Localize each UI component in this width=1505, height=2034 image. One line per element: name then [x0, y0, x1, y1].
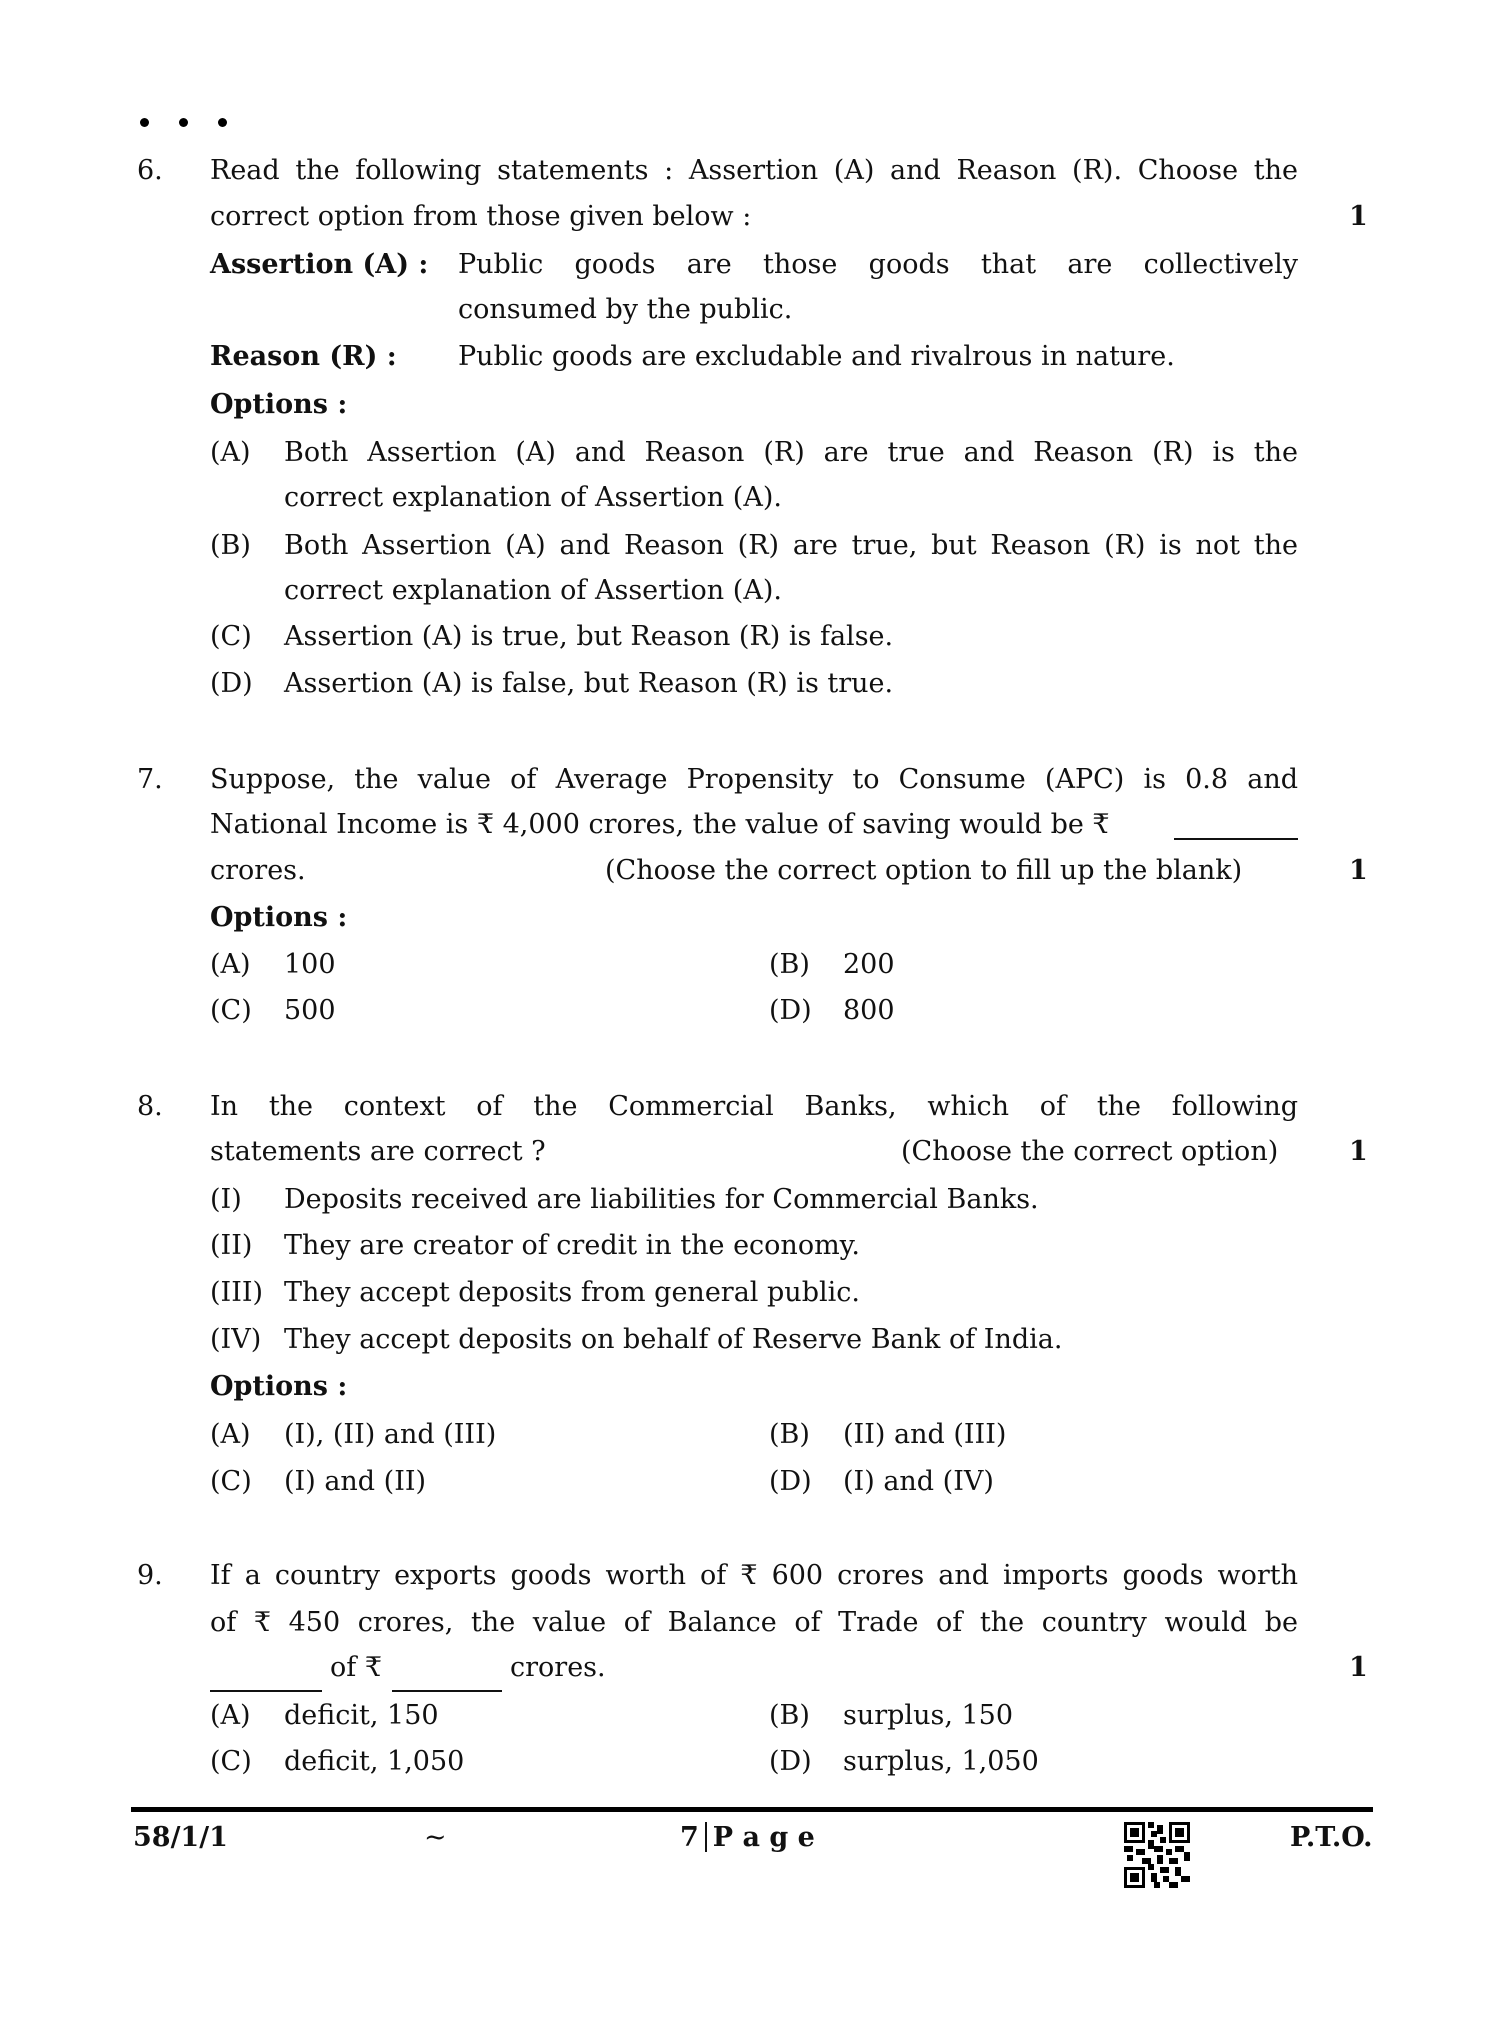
continuation-dots [140, 112, 257, 131]
question-text: Suppose, the value of Average Propensity to Consume (APC) is 0.8 and [210, 764, 1298, 795]
option-text: deficit, 150 [284, 1700, 439, 1731]
qr-code-icon [1124, 1822, 1190, 1888]
statement-label: (II) [210, 1230, 253, 1261]
option-text: deficit, 1,050 [284, 1746, 465, 1777]
question-text: In the context of the Commercial Banks, which of the following [210, 1091, 1298, 1122]
pto-label: P.T.O. [1290, 1822, 1373, 1853]
question-text: National Income is ₹ 4,000 crores, the value of saving would be ₹ [210, 809, 1110, 840]
assertion-text: consumed by the public. [458, 294, 793, 325]
option-text: (I), (II) and (III) [284, 1419, 497, 1450]
marks: 1 [1349, 855, 1368, 886]
instruction: (Choose the correct option to fill up the blank) [605, 855, 1243, 886]
dot-icon [218, 118, 227, 127]
marks: 1 [1349, 1652, 1368, 1683]
instruction: (Choose the correct option) [901, 1136, 1279, 1167]
statement-label: (IV) [210, 1324, 262, 1355]
option-label: (A) [210, 949, 251, 980]
assertion-label: Assertion (A) : [210, 249, 429, 280]
question-number: 7. [137, 764, 163, 795]
option-label: (A) [210, 437, 251, 468]
marks: 1 [1349, 201, 1368, 232]
question-text: of ₹ [330, 1652, 383, 1683]
option-text: surplus, 150 [843, 1700, 1014, 1731]
reason-text: Public goods are excludable and rivalrous in nature. [458, 341, 1175, 372]
option-label: (D) [769, 1746, 812, 1777]
answer-blank [392, 1668, 502, 1692]
statement-text: They accept deposits from general public. [284, 1277, 860, 1308]
option-label: (C) [210, 1746, 252, 1777]
question-number: 8. [137, 1091, 163, 1122]
statement-label: (I) [210, 1184, 242, 1215]
option-text: 500 [284, 995, 336, 1026]
option-label: (A) [210, 1419, 251, 1450]
option-text: 100 [284, 949, 336, 980]
statement-text: They are creator of credit in the economy. [284, 1230, 860, 1261]
marks: 1 [1349, 1136, 1368, 1167]
options-heading: Options : [210, 902, 348, 933]
option-label: (D) [769, 995, 812, 1026]
question-text: correct option from those given below : [210, 201, 752, 232]
question-number: 6. [137, 155, 163, 186]
option-label: (B) [769, 949, 810, 980]
tilde-mark: ~ [424, 1822, 447, 1853]
question-text: statements are correct ? [210, 1136, 546, 1167]
option-text: correct explanation of Assertion (A). [284, 575, 782, 606]
question-text: If a country exports goods worth of ₹ 600 crores and imports goods worth [210, 1560, 1298, 1591]
assertion-text: Public goods are those goods that are collectively [458, 249, 1298, 280]
answer-blank [210, 1668, 322, 1692]
option-text: (I) and (II) [284, 1466, 427, 1497]
option-text: surplus, 1,050 [843, 1746, 1039, 1777]
option-text: Assertion (A) is true, but Reason (R) is false. [284, 621, 894, 652]
option-text: Both Assertion (A) and Reason (R) are true, but Reason (R) is not the [284, 530, 1298, 561]
option-text: Assertion (A) is false, but Reason (R) is true. [284, 668, 894, 699]
question-text: of ₹ 450 crores, the value of Balance of Trade of the country would be [210, 1607, 1298, 1638]
option-text: 800 [843, 995, 895, 1026]
answer-blank [1174, 816, 1298, 840]
options-heading: Options : [210, 389, 348, 420]
statement-text: Deposits received are liabilities for Commercial Banks. [284, 1184, 1039, 1215]
option-text: 200 [843, 949, 895, 980]
footer-rule [131, 1807, 1373, 1812]
statement-label: (III) [210, 1277, 264, 1308]
option-label: (A) [210, 1700, 251, 1731]
statement-text: They accept deposits on behalf of Reserve Bank of India. [284, 1324, 1063, 1355]
paper-code: 58/1/1 [133, 1822, 228, 1853]
option-label: (D) [769, 1466, 812, 1497]
option-label: (C) [210, 1466, 252, 1497]
page-indicator [680, 1821, 815, 1855]
option-label: (B) [210, 530, 251, 561]
option-label: (C) [210, 621, 252, 652]
question-text: Read the following statements : Assertion (A) and Reason (R). Choose the [210, 155, 1298, 186]
option-text: correct explanation of Assertion (A). [284, 482, 782, 513]
question-number: 9. [137, 1560, 163, 1591]
page-separator [705, 1822, 707, 1852]
page-number: 7 [680, 1822, 699, 1853]
options-heading: Options : [210, 1371, 348, 1402]
option-label: (C) [210, 995, 252, 1026]
question-text: crores. [210, 855, 306, 886]
option-text: (II) and (III) [843, 1419, 1007, 1450]
option-text: (I) and (IV) [843, 1466, 994, 1497]
option-label: (B) [769, 1700, 810, 1731]
option-text: Both Assertion (A) and Reason (R) are true and Reason (R) is the [284, 437, 1298, 468]
question-text: crores. [510, 1652, 606, 1683]
option-label: (D) [210, 668, 253, 699]
reason-label: Reason (R) : [210, 341, 397, 372]
dot-icon [179, 118, 188, 127]
page-label: P a g e [712, 1822, 815, 1853]
option-label: (B) [769, 1419, 810, 1450]
dot-icon [140, 118, 149, 127]
